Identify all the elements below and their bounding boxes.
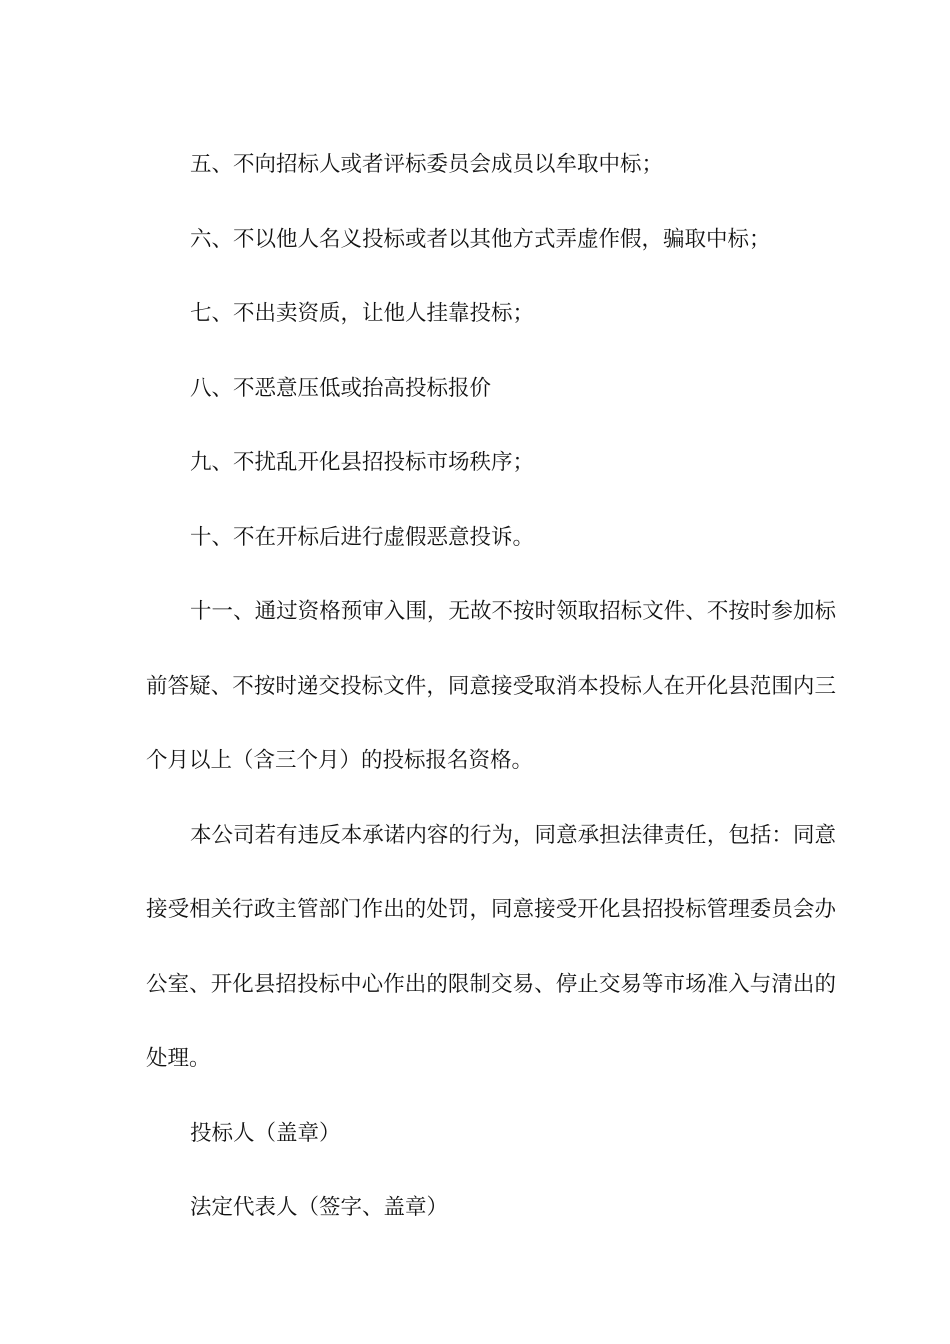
- paragraph-item-6: 六、不以他人名义投标或者以其他方式弄虚作假，骗取中标；: [190, 226, 771, 252]
- paragraph-item-10: 十、不在开标后进行虚假恶意投诉。: [190, 524, 535, 550]
- liability-statement: 本公司若有违反本承诺内容的行为，同意承担法律责任，包括：同意接受相关行政主管部门作出的处罚，同意接受开化县招投标管理委员会办公室、开化县招投标中心作出的限制交易、停止交易等市场准入与清出的处理。: [146, 822, 836, 1071]
- paragraph-item-9: 九、不扰乱开化县招投标市场秩序；: [190, 450, 535, 475]
- bidder-seal-line: 投标人（盖章）: [190, 1120, 341, 1146]
- document-body: [146, 128, 836, 1246]
- paragraph-item-11: 十一、通过资格预审入围，无故不按时领取招标文件、不按时参加标前答疑、不按时递交投标文件，同意接受取消本投标人在开化县范围内三个月以上（含三个月）的投标报名资格。: [146, 599, 836, 773]
- legal-representative-signature-line: 法定代表人（签字、盖章）: [190, 1195, 449, 1220]
- paragraph-item-8: 八、不恶意压低或抬高投标报价: [190, 375, 492, 401]
- paragraph-item-7: 七、不出卖资质，让他人挂靠投标；: [190, 301, 535, 326]
- paragraph-item-5: 五、不向招标人或者评标委员会成员以牟取中标；: [190, 152, 664, 177]
